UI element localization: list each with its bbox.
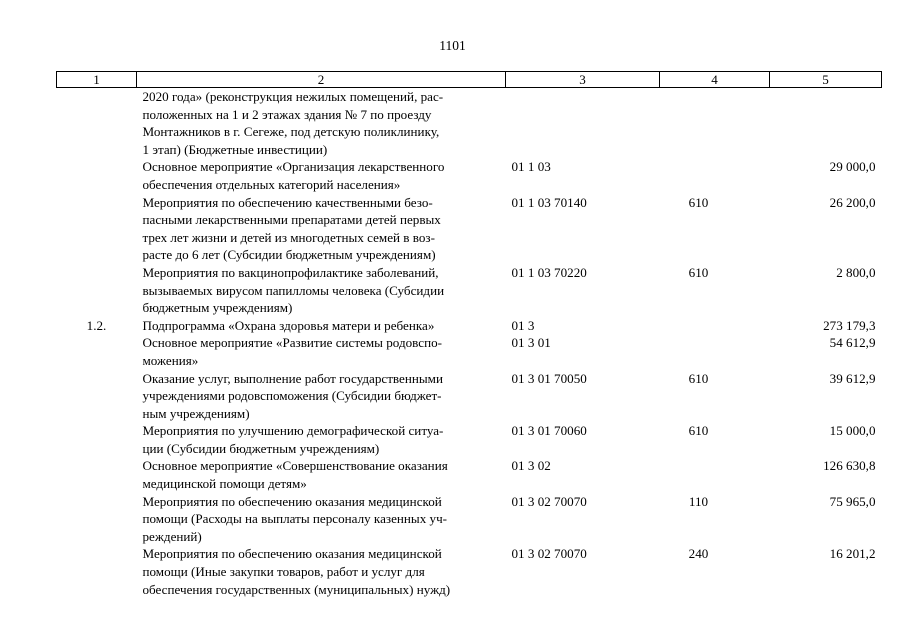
row-name-line: реждений) (142, 528, 202, 544)
row-name (137, 88, 506, 159)
row-code: 01 1 03 (511, 159, 551, 175)
row-sum: 54 612,9 (829, 335, 876, 351)
row-number (57, 493, 137, 546)
row-name-line: помощи (Иные закупки товаров, работ и услуг для (142, 564, 425, 580)
row-name-line: медицинской помощи детям» (142, 476, 307, 492)
row-number (57, 194, 137, 264)
row-expense-type: 240 (688, 546, 709, 562)
row-code: 01 3 (511, 317, 535, 333)
row-name (137, 422, 506, 457)
row-expense-type (660, 317, 770, 335)
row-number (57, 158, 137, 193)
row-name (137, 457, 506, 492)
page-number: 1101 (439, 38, 466, 53)
row-sum: 39 612,9 (829, 370, 876, 386)
row-sum: 26 200,0 (829, 194, 876, 210)
row-name-line: обеспечения отдельных категорий населения» (142, 176, 401, 192)
budget-table (56, 71, 882, 598)
row-code: 01 1 03 70140 (511, 194, 587, 210)
table-row (57, 545, 882, 598)
table-row (57, 457, 882, 492)
row-name-line: Мероприятия по обеспечению оказания медицинской (142, 493, 442, 509)
row-name-line: Подпрограмма «Охрана здоровья матери и ребенка» (142, 317, 435, 333)
row-name (137, 194, 506, 264)
row-number (57, 422, 137, 457)
row-number (57, 88, 137, 159)
row-expense-type (660, 88, 770, 159)
row-expense-type: 610 (688, 370, 709, 386)
row-sum: 273 179,3 (823, 317, 876, 333)
row-name-line: учреждениями родовспоможения (Субсидии бюджет- (142, 388, 442, 404)
table-row (57, 264, 882, 317)
row-number: 1.2. (86, 317, 107, 333)
row-code (506, 88, 660, 159)
row-expense-type (660, 158, 770, 193)
header-cell-code: 3 (506, 72, 660, 88)
row-expense-type: 610 (688, 194, 709, 210)
table-header (57, 72, 882, 88)
row-name (137, 158, 506, 193)
row-number (57, 334, 137, 369)
row-name (137, 493, 506, 546)
row-expense-type (660, 457, 770, 492)
table-row (57, 493, 882, 546)
row-name-line: положенных на 1 и 2 этажах здания № 7 по проезду (142, 106, 432, 122)
row-name-line: Мероприятия по улучшению демографической ситуа- (142, 423, 444, 439)
row-sum: 15 000,0 (829, 423, 876, 439)
row-expense-type: 110 (688, 493, 709, 509)
row-name-line: трех лет жизни и детей из многодетных семей в воз- (142, 229, 435, 245)
row-name (137, 370, 506, 423)
row-name-line: вызываемых вирусом папилломы человека (Субсидии (142, 282, 445, 298)
table-row (57, 370, 882, 423)
row-name-line: Основное мероприятие «Организация лекарственного (142, 159, 445, 175)
table-row (57, 317, 882, 335)
row-sum (770, 88, 882, 159)
row-name (137, 334, 506, 369)
table-row (57, 158, 882, 193)
row-number (57, 370, 137, 423)
row-name (137, 545, 506, 598)
row-name-line: ции (Субсидии бюджетным учреждениям) (142, 440, 380, 456)
row-name-line: ным учреждениям) (142, 405, 250, 421)
row-sum: 126 630,8 (823, 458, 876, 474)
header-row (57, 72, 882, 88)
row-name-line: обеспечения государственных (муниципальных) нужд) (142, 581, 451, 597)
row-name-line: Монтажников в г. Сегеже, под детскую поликлинику, (142, 124, 440, 140)
row-name-line: Основное мероприятие «Развитие системы родовспо- (142, 335, 442, 351)
row-expense-type (660, 334, 770, 369)
row-sum: 29 000,0 (829, 159, 876, 175)
row-code: 01 3 01 70060 (511, 423, 587, 439)
row-name-line: Мероприятия по обеспечению качественными безо- (142, 194, 433, 210)
row-sum: 16 201,2 (829, 546, 876, 562)
row-name-line: Основное мероприятие «Совершенствование оказания (142, 458, 448, 474)
row-code: 01 3 02 70070 (511, 546, 587, 562)
row-code: 01 3 01 70050 (511, 370, 587, 386)
table-row (57, 334, 882, 369)
row-code: 01 1 03 70220 (511, 264, 587, 280)
row-name (137, 264, 506, 317)
row-name-line: 2020 года» (реконструкция нежилых помещений, рас- (142, 89, 444, 104)
row-code: 01 3 01 (511, 335, 551, 351)
table-row (57, 88, 882, 159)
row-sum: 2 800,0 (836, 264, 876, 280)
header-cell-expense-type: 4 (660, 72, 770, 88)
table-row (57, 422, 882, 457)
row-number (57, 264, 137, 317)
row-name-line: Мероприятия по вакцинопрофилактике заболеваний, (142, 264, 439, 280)
row-name-line: можения» (142, 352, 199, 368)
header-cell-name: 2 (137, 72, 506, 88)
table-row (57, 194, 882, 264)
header-cell-num: 1 (57, 72, 137, 88)
row-name-line: 1 этап) (Бюджетные инвестиции) (142, 141, 328, 157)
row-name (137, 317, 506, 335)
row-name-line: Мероприятия по обеспечению оказания медицинской (142, 546, 442, 562)
row-expense-type: 610 (688, 423, 709, 439)
row-name-line: пасными лекарственными препаратами детей первых (142, 212, 441, 228)
row-name-line: расте до 6 лет (Субсидии бюджетным учреждениям) (142, 247, 436, 263)
table-body (57, 88, 882, 599)
row-expense-type: 610 (688, 264, 709, 280)
row-name-line: бюджетным учреждениям) (142, 300, 293, 316)
row-code: 01 3 02 (511, 458, 551, 474)
row-number (57, 545, 137, 598)
row-code: 01 3 02 70070 (511, 493, 587, 509)
row-sum: 75 965,0 (829, 493, 876, 509)
row-name-line: помощи (Расходы на выплаты персоналу казенных уч- (142, 511, 448, 527)
row-number (57, 457, 137, 492)
row-name-line: Оказание услуг, выполнение работ государственными (142, 370, 443, 386)
header-cell-sum: 5 (770, 72, 882, 88)
